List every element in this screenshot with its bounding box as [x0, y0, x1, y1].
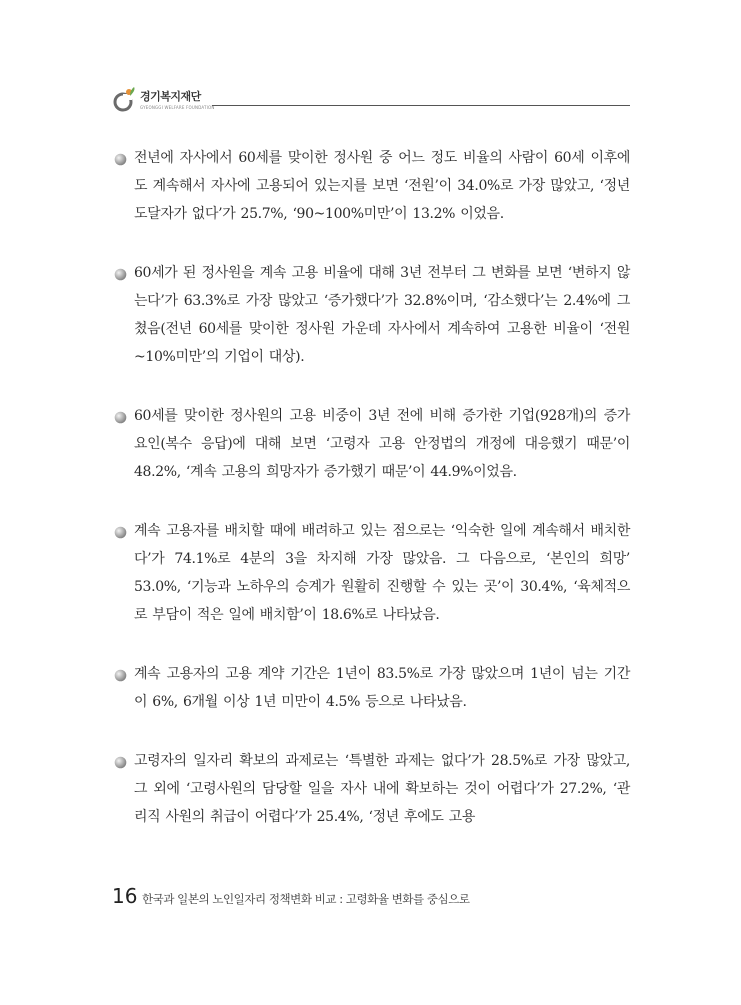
- bullet-paragraph-3: [114, 402, 630, 486]
- bullet-icon: [114, 756, 127, 769]
- foundation-logo-icon: [112, 86, 138, 114]
- bullet-icon: [114, 669, 127, 682]
- foundation-name: 경기복지재단: [140, 90, 201, 103]
- paragraph-text: 60세를 맞이한 정사원의 고용 비중이 3년 전에 비해 증가한 기업(928개)의 증가 요인(복수 응답)에 대해 보면 ‘고령자 고용 안정법의 개정에 대응했기 때문’이 48.2%, ‘계속 고용의 희망자가 증가했기 때문’이 44.9%이었음.: [134, 408, 630, 480]
- document-title: 한국과 일본의 노인일자리 정책변화 비교 : 고령화율 변화를 중심으로: [142, 892, 470, 906]
- paragraph-text: 계속 고용자를 배치할 때에 배려하고 있는 점으로는 ‘익숙한 일에 계속해서 배치한다’가 74.1%로 4분의 3을 차지해 가장 많았음. 그 다음으로, ‘본인의 희망’ 53.0%, ‘기능과 노하우의 승계가 원활히 진행할 수 있는 곳’이 30.4%, ‘육체적으로 부담이 적은 일에 배치함’이 18.6%로 나타났음.: [134, 523, 630, 623]
- page-footer: [112, 884, 652, 914]
- bullet-icon: [114, 411, 127, 424]
- bullet-paragraph-5: [114, 660, 630, 716]
- bullet-icon: [114, 268, 127, 281]
- bullet-paragraph-6: [114, 747, 630, 831]
- page-number: 16: [112, 884, 138, 908]
- foundation-subtext: GYEONGGI WELFARE FOUNDATION: [140, 105, 215, 110]
- bullet-paragraph-2: [114, 259, 630, 371]
- bullet-paragraph-1: [114, 144, 630, 228]
- paragraph-text: 계속 고용자의 고용 계약 기간은 1년이 83.5%로 가장 많았으며 1년이 넘는 기간이 6%, 6개월 이상 1년 미만이 4.5% 등으로 나타났음.: [134, 666, 630, 710]
- body-content: [114, 144, 630, 862]
- bullet-icon: [114, 153, 127, 166]
- page-header: [112, 86, 630, 118]
- paragraph-text: 고령자의 일자리 확보의 과제로는 ‘특별한 과제는 없다’가 28.5%로 가장 많았고, 그 외에 ‘고령사원의 담당할 일을 자사 내에 확보하는 것이 어렵다’가 27.2%, ‘관리직 사원의 취급이 어렵다’가 25.4%, ‘정년 후에도 고용: [134, 753, 630, 825]
- paragraph-text: 60세가 된 정사원을 계속 고용 비율에 대해 3년 전부터 그 변화를 보면 ‘변하지 않는다’가 63.3%로 가장 많았고 ‘증가했다’가 32.8%이며, ‘감소했다’는 2.4%에 그쳤음(전년 60세를 맞이한 정사원 가운데 자사에서 계속하여 고용한 비율이 ‘전원~10%미만’의 기업이 대상).: [134, 265, 630, 365]
- header-divider: [212, 105, 630, 106]
- paragraph-text: 전년에 자사에서 60세를 맞이한 정사원 중 어느 정도 비율의 사람이 60세 이후에도 계속해서 자사에 고용되어 있는지를 보면 ‘전원’이 34.0%로 가장 많았고, ‘정년 도달자가 없다’가 25.7%, ‘90~100%미만’이 13.2% 이었음.: [134, 150, 630, 222]
- bullet-paragraph-4: [114, 517, 630, 629]
- bullet-icon: [114, 526, 127, 539]
